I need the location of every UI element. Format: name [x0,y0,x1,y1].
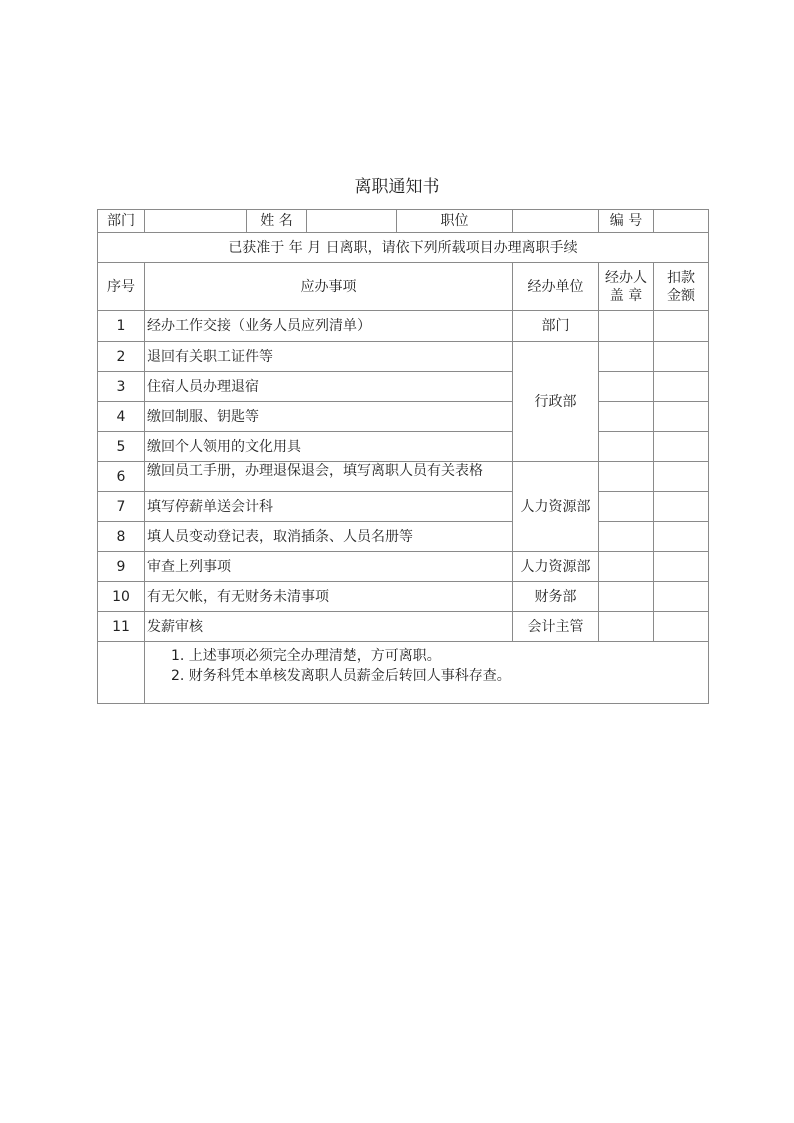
position-label: 职位 [397,210,513,233]
row-no: 11 [98,612,145,642]
row-no: 4 [98,402,145,432]
header-stamp [599,263,654,311]
table-row [98,311,709,342]
deduct-cell[interactable] [654,402,709,432]
notes-blank-cell [98,642,145,704]
stamp-cell[interactable] [599,522,654,552]
row-item: 缴回制服、钥匙等 [145,402,513,432]
row-item: 发薪审核 [145,612,513,642]
row-item: 住宿人员办理退宿 [145,372,513,402]
row-unit: 人力资源部 [513,552,599,582]
stamp-cell[interactable] [599,432,654,462]
table-row [98,612,709,642]
row-no: 3 [98,372,145,402]
row-item: 填人员变动登记表，取消插条、人员名册等 [145,522,513,552]
table-row [98,492,709,522]
row-unit: 会计主管 [513,612,599,642]
deduct-cell[interactable] [654,492,709,522]
table-row [98,462,709,492]
row-no: 7 [98,492,145,522]
note-2: 2. 财务科凭本单核发离职人员薪金后转回人事科存查。 [171,668,511,684]
header-deduct-line1: 扣款 [667,269,695,286]
deduct-cell[interactable] [654,372,709,402]
deduct-cell[interactable] [654,432,709,462]
row-item: 审查上列事项 [145,552,513,582]
table-row [98,552,709,582]
row-no: 9 [98,552,145,582]
stamp-cell[interactable] [599,552,654,582]
number-value-cell[interactable] [654,210,709,233]
info-row [98,210,709,233]
table-row [98,402,709,432]
row-unit: 财务部 [513,582,599,612]
stamp-cell[interactable] [599,582,654,612]
deduct-cell[interactable] [654,462,709,492]
row-unit-merged: 行政部 [513,342,599,462]
row-item: 缴回员工手册，办理退保退会，填写离职人员有关表格 [145,462,513,492]
row-unit: 部门 [513,311,599,342]
row-no: 2 [98,342,145,372]
stamp-cell[interactable] [599,342,654,372]
notes-row [98,642,709,704]
number-label: 编 号 [599,210,654,233]
deduct-cell[interactable] [654,342,709,372]
row-item: 退回有关职工证件等 [145,342,513,372]
row-no: 10 [98,582,145,612]
notice-text: 已获准于 年 月 日离职，请依下列所载项目办理离职手续 [98,233,709,263]
name-value-cell[interactable] [307,210,397,233]
name-label: 姓 名 [247,210,307,233]
header-stamp-line1: 经办人 [605,269,647,286]
stamp-cell[interactable] [599,311,654,342]
position-value-cell[interactable] [513,210,599,233]
row-item: 填写停薪单送会计科 [145,492,513,522]
stamp-cell[interactable] [599,402,654,432]
deduct-cell[interactable] [654,582,709,612]
dept-value-cell[interactable] [145,210,247,233]
table-row [98,582,709,612]
row-no: 6 [98,462,145,492]
stamp-cell[interactable] [599,372,654,402]
notes-cell [145,642,709,704]
header-item: 应办事项 [145,263,513,311]
table-row [98,522,709,552]
resignation-form-table [97,209,709,704]
deduct-cell[interactable] [654,552,709,582]
header-deduct [654,263,709,311]
row-unit-merged: 人力资源部 [513,462,599,552]
stamp-cell[interactable] [599,492,654,522]
table-header-row [98,263,709,311]
notice-row [98,233,709,263]
header-no: 序号 [98,263,145,311]
note-1: 1. 上述事项必须完全办理清楚，方可离职。 [171,648,441,664]
table-row [98,432,709,462]
header-stamp-line2: 盖 章 [609,287,643,304]
dept-label: 部门 [98,210,145,233]
deduct-cell[interactable] [654,522,709,552]
table-row [98,342,709,372]
document-title: 离职通知书 [354,177,440,197]
deduct-cell[interactable] [654,612,709,642]
stamp-cell[interactable] [599,612,654,642]
deduct-cell[interactable] [654,311,709,342]
header-unit: 经办单位 [513,263,599,311]
row-item: 缴回个人领用的文化用具 [145,432,513,462]
stamp-cell[interactable] [599,462,654,492]
row-no: 5 [98,432,145,462]
header-deduct-line2: 金额 [667,287,695,304]
row-no: 1 [98,311,145,342]
row-no: 8 [98,522,145,552]
row-item: 有无欠帐，有无财务未清事项 [145,582,513,612]
table-row [98,372,709,402]
row-item: 经办工作交接（业务人员应列清单） [145,311,513,342]
